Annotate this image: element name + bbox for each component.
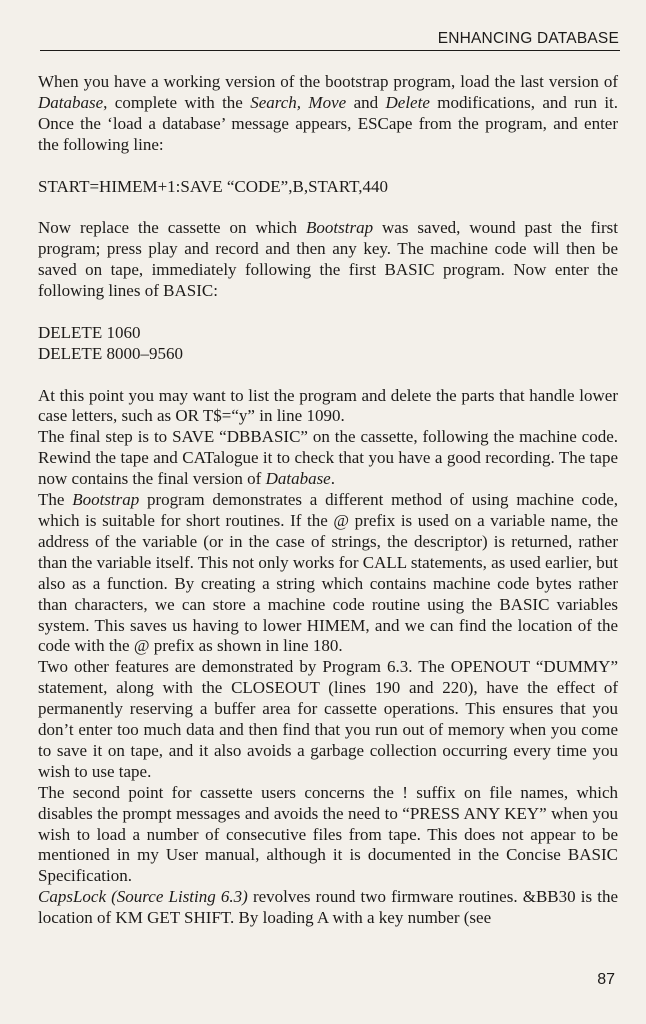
text-run: modifications, and run it. Once the ‘load a database’ message appears, ESCape from the program, and enter the following line: [38,92,619,154]
paragraph-cassette-users: The second point for cassette users concerns the ! suffix on file names, which disables the prompt messages and avoids the need to “PRESS ANY KEY” when you wish to load a number of consecutive files from tape. This does not appear to be mentioned in my User manual, although it is documented in the Concise BASIC Specification. [38,782,618,886]
italic-run: Bootstrap [72,490,140,510]
paragraph-other-features: Two other features are demonstrated by Program 6.3. The OPENOUT “DUMMY” statement, along with the CLOSEOUT (lines 190 and 220), have the effect of permanently reserving a buffer area for cassette operations. This ensures that you don’t enter too much data and then find that you run out of memory when you come to save it on tape, and it also avoids a garbage collection occurring every time you wish to use tape. [38,657,618,781]
spacer [38,302,618,323]
spacer [38,156,618,177]
text-run: The final step is to SAVE “DBBASIC” on the cassette, following the machine code. Rewind the tape and CATalogue it to check that you have a good recording. The tape now contains the final version of [38,427,618,489]
paragraph-replace-cassette [38,218,618,302]
paragraph-final-step [38,427,618,490]
page-number: 87 [597,971,615,988]
text-run: , complete with the [103,92,251,112]
body-text [38,72,618,929]
text-run: program demonstrates a different method of using machine code, which is suitable for short routines. If the @ prefix is used on a variable name, the address of the variable (or in the case of strings, the descriptor) is returned, rather than the variable itself. This not only works for CALL statements, as used earlier, but also as a function. By creating a string which contains machine code bytes rather than characters, we can store a machine code routine using the BASIC variables system. This saves us having to lower HIMEM, and we can find the location of the code with the @ prefix as shown in line 180. [38,490,618,656]
italic-run: Database [38,92,104,112]
paragraph-capslock [38,887,618,929]
italic-run: Search, Move [250,92,347,112]
italic-run: CapsLock (Source Listing 6.3) [38,887,248,907]
text-run: and [346,92,386,112]
spacer [38,365,618,386]
italic-run: Database [265,469,331,489]
text-run: . [330,469,335,489]
text-run: The [38,490,73,510]
paragraph-bootstrap-method [38,490,618,657]
italic-run: Bootstrap [306,218,374,238]
spacer [38,197,618,218]
paragraph-load-database [38,72,618,156]
code-line-delete-range: DELETE 8000–9560 [38,343,183,363]
text-run: revolves round two firmware routines. &BB30 is the location of KM GET SHIFT. By loading A with a key number (see [38,887,619,928]
running-head [40,28,620,51]
text-run: When you have a working version of the bootstrap program, load the last version of [38,72,618,91]
paragraph-list-program: At this point you may want to list the program and delete the parts that handle lower case letters, such as OR T$=“y” in line 1090. [38,385,618,426]
text-run: was saved, wound past the first program; press play and record and then any key. The machine code will then be saved on tape, immediately following the first BASIC program. Now enter the following lines of BASIC: [38,218,618,301]
text-run: Now replace the cassette on which [38,218,307,238]
italic-run: Delete [385,92,430,112]
code-line-delete-1060: DELETE 1060 [38,322,141,342]
running-title: ENHANCING DATABASE [437,30,619,47]
code-line-save: START=HIMEM+1:SAVE “CODE”,B,START,440 [38,176,389,196]
